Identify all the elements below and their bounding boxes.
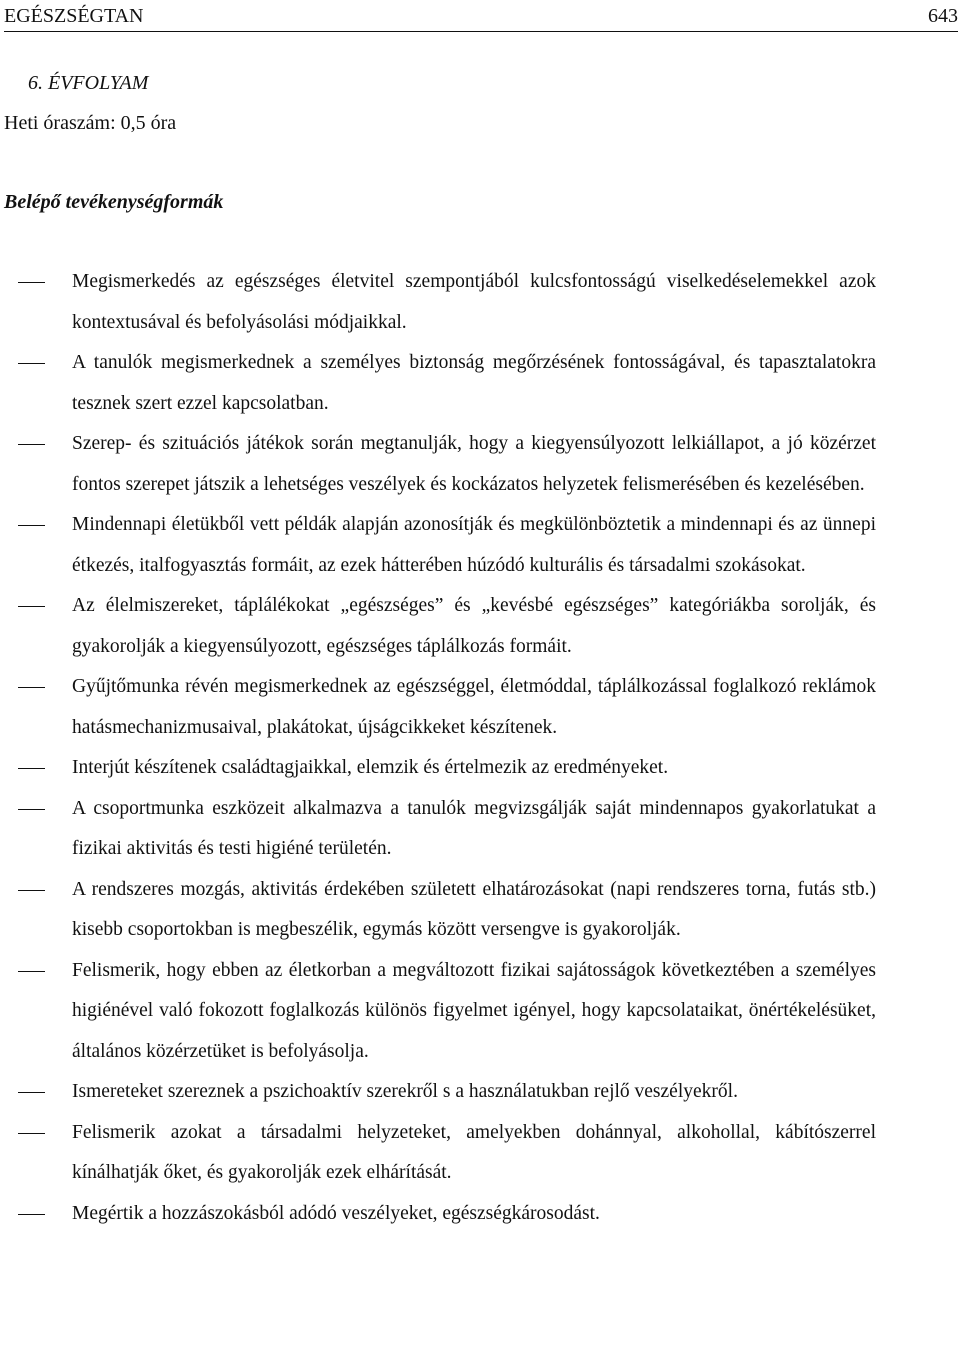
section-title: Belépő tevékenységformák bbox=[4, 191, 224, 213]
dash-bullet-icon bbox=[18, 687, 45, 688]
dash-bullet-icon bbox=[18, 809, 45, 810]
list-item bbox=[0, 1194, 876, 1235]
list-item-text: Megismerkedés az egészséges életvitel szempontjából kulcsfontosságú viselkedéselemekkel azok kontextusával és befolyásolási módjaikkal. bbox=[72, 271, 876, 333]
list-item bbox=[0, 1113, 876, 1194]
list-item bbox=[0, 343, 876, 424]
list-item bbox=[0, 505, 876, 586]
list-item bbox=[0, 667, 876, 748]
dash-bullet-icon bbox=[18, 1092, 45, 1093]
list-item bbox=[0, 1072, 876, 1113]
list-item bbox=[0, 951, 876, 1073]
dash-bullet-icon bbox=[18, 363, 45, 364]
list-item-text: Megértik a hozzászokásból adódó veszélyeket, egészségkárosodást. bbox=[72, 1202, 600, 1224]
list-item-text: Szerep- és szituációs játékok során megtanulják, hogy a kiegyensúlyozott lelkiállapot, a jó közérzet fontos szerepet játszik a lehetséges veszélyek és kockázatos helyzetek felismerésében és kezelésében. bbox=[72, 433, 876, 495]
dash-bullet-icon bbox=[18, 1214, 45, 1215]
page-number: 643 bbox=[928, 5, 958, 27]
list-item-text: A rendszeres mozgás, aktivitás érdekében született elhatározásokat (napi rendszeres torna, futás stb.) kisebb csoportokban is megbeszélik, egymás között versengve is gyakorolják. bbox=[72, 878, 876, 940]
list-item-text: Interjút készítenek családtagjaikkal, elemzik és értelmezik az eredményeket. bbox=[72, 757, 669, 778]
list-item bbox=[0, 870, 876, 951]
list-item bbox=[0, 748, 876, 789]
list-item-text: Az élelmiszereket, táplálékokat „egészséges” és „kevésbé egészséges” kategóriákba sorolják, és gyakorolják a kiegyensúlyozott, egészséges táplálkozás formáit. bbox=[72, 595, 876, 657]
dash-bullet-icon bbox=[18, 444, 45, 445]
list-item-text: Gyűjtőmunka révén megismerkednek az egészséggel, életmóddal, táplálkozással foglalkozó reklámok hatásmechanizmusaival, plakátokat, újságcikkeket készítenek. bbox=[72, 676, 876, 738]
dash-bullet-icon bbox=[18, 282, 45, 283]
weekly-hours: Heti óraszám: 0,5 óra bbox=[4, 112, 177, 134]
dash-bullet-icon bbox=[18, 890, 45, 891]
running-header bbox=[4, 3, 958, 32]
list-item-text: Felismerik azokat a társadalmi helyzeteket, amelyekben dohánnyal, alkohollal, kábítószerrel kínálhatják őket, és gyakorolják ezek elhárítását. bbox=[72, 1121, 876, 1183]
list-item bbox=[0, 789, 876, 870]
list-item-text: Ismereteket szereznek a pszichoaktív szerekről s a használatukban rejlő veszélyekről. bbox=[72, 1081, 738, 1102]
list-item-text: A csoportmunka eszközeit alkalmazva a tanulók megvizsgálják saját mindennapos gyakorlatukat a fizikai aktivitás és testi higiéné területén. bbox=[72, 797, 876, 859]
grade-heading: 6. ÉVFOLYAM bbox=[28, 72, 149, 94]
dash-bullet-icon bbox=[18, 971, 45, 972]
list-item-text: Felismerik, hogy ebben az életkorban a megváltozott fizikai sajátosságok következtében a személyes higiénével való fokozott foglalkozás különös figyelmet igényel, hogy kapcsolataikat, önértékelésüket, általános közérzetüket is befolyásolja. bbox=[72, 959, 876, 1062]
activity-list bbox=[0, 262, 960, 1234]
header-title: EGÉSZSÉGTAN bbox=[4, 5, 144, 27]
list-item-text: A tanulók megismerkednek a személyes biztonság megőrzésének fontosságával, és tapasztalatokra tesznek szert ezzel kapcsolatban. bbox=[72, 352, 876, 414]
list-item-text: Mindennapi életükből vett példák alapján azonosítják és megkülönböztetik a mindennapi és az ünnepi étkezés, italfogyasztás formáit, az ezek hátterében húzódó kulturális és társadalmi szokásokat. bbox=[72, 514, 876, 576]
list-item bbox=[0, 424, 876, 505]
dash-bullet-icon bbox=[18, 525, 45, 526]
dash-bullet-icon bbox=[18, 768, 45, 769]
list-item bbox=[0, 586, 876, 667]
dash-bullet-icon bbox=[18, 1133, 45, 1134]
dash-bullet-icon bbox=[18, 606, 45, 607]
list-item bbox=[0, 262, 876, 343]
